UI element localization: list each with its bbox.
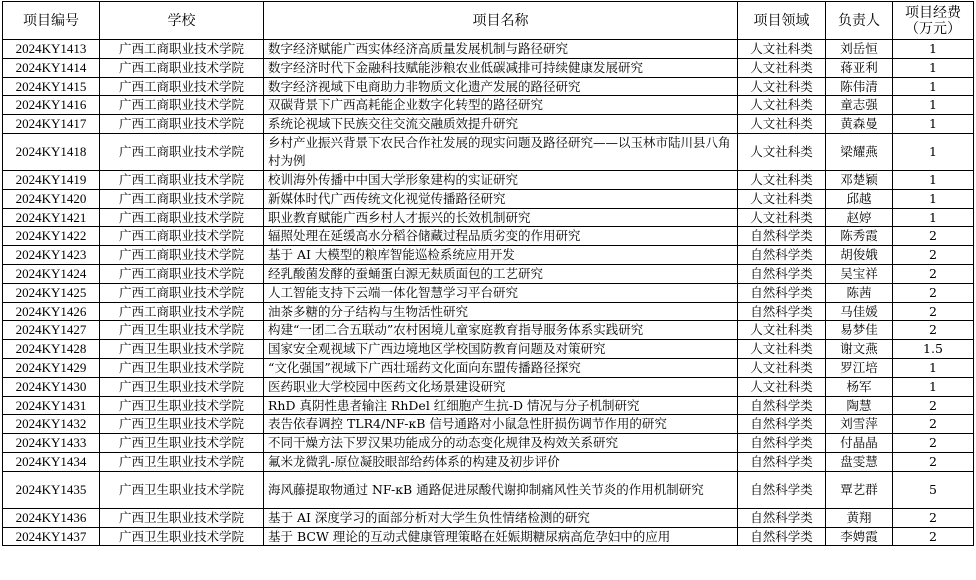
cell-project-name: RhD 真阴性患者输注 RhDel 红细胞产生抗-D 情况与分子机制研究 [264, 396, 738, 415]
cell-project-name: “文化强国”视域下广西壮瑶药文化面向东盟传播路径探究 [264, 358, 738, 377]
cell-field: 自然科学类 [738, 415, 826, 434]
cell-school: 广西卫生职业技术学院 [100, 527, 264, 546]
cell-leader: 赵婷 [826, 208, 893, 227]
cell-school: 广西工商职业技术学院 [100, 246, 264, 265]
table-row [3, 227, 974, 246]
cell-code: 2024KY1430 [3, 377, 100, 396]
cell-school: 广西卫生职业技术学院 [100, 471, 264, 508]
header-school: 学校 [100, 2, 264, 40]
cell-school: 广西工商职业技术学院 [100, 58, 264, 77]
cell-leader: 罗江培 [826, 358, 893, 377]
cell-project-name: 氟米龙微乳-原位凝胶眼部给药体系的构建及初步评价 [264, 452, 738, 471]
cell-leader: 黄森曼 [826, 115, 893, 134]
cell-project-name: 国家安全观视域下广西边境地区学校国防教育问题及对策研究 [264, 340, 738, 359]
cell-funding: 2 [893, 452, 974, 471]
cell-school: 广西工商职业技术学院 [100, 302, 264, 321]
cell-school: 广西工商职业技术学院 [100, 189, 264, 208]
header-field: 项目领域 [738, 2, 826, 40]
cell-code: 2024KY1431 [3, 396, 100, 415]
cell-school: 广西工商职业技术学院 [100, 40, 264, 59]
cell-project-name: 双碳背景下广西高耗能企业数字化转型的路径研究 [264, 96, 738, 115]
cell-code: 2024KY1421 [3, 208, 100, 227]
cell-field: 自然科学类 [738, 264, 826, 283]
cell-leader: 胡俊娥 [826, 246, 893, 265]
cell-field: 自然科学类 [738, 246, 826, 265]
cell-field: 自然科学类 [738, 396, 826, 415]
cell-school: 广西卫生职业技术学院 [100, 340, 264, 359]
cell-field: 人文社科类 [738, 77, 826, 96]
cell-code: 2024KY1418 [3, 133, 100, 170]
cell-code: 2024KY1427 [3, 321, 100, 340]
cell-code: 2024KY1425 [3, 283, 100, 302]
cell-project-name: 职业教育赋能广西乡村人才振兴的长效机制研究 [264, 208, 738, 227]
cell-funding: 1 [893, 96, 974, 115]
cell-project-name: 基于 AI 深度学习的面部分析对大学生负性情绪检测的研究 [264, 508, 738, 527]
cell-field: 自然科学类 [738, 227, 826, 246]
cell-funding: 2 [893, 508, 974, 527]
cell-funding: 2 [893, 434, 974, 453]
cell-leader: 童志强 [826, 96, 893, 115]
cell-leader: 陶慧 [826, 396, 893, 415]
cell-funding: 2 [893, 264, 974, 283]
table-row [3, 40, 974, 59]
cell-leader: 刘岳恒 [826, 40, 893, 59]
cell-funding: 2 [893, 302, 974, 321]
cell-project-name: 数字经济视域下电商助力非物质文化遗产发展的路径研究 [264, 77, 738, 96]
cell-school: 广西工商职业技术学院 [100, 115, 264, 134]
table-row [3, 246, 974, 265]
cell-field: 自然科学类 [738, 434, 826, 453]
table-row [3, 377, 974, 396]
cell-project-name: 数字经济赋能广西实体经济高质量发展机制与路径研究 [264, 40, 738, 59]
cell-school: 广西工商职业技术学院 [100, 170, 264, 189]
cell-leader: 李娉霞 [826, 527, 893, 546]
table-row [3, 77, 974, 96]
cell-field: 人文社科类 [738, 340, 826, 359]
cell-field: 人文社科类 [738, 40, 826, 59]
cell-project-name: 新媒体时代广西传统文化视觉传播路径研究 [264, 189, 738, 208]
cell-field: 自然科学类 [738, 302, 826, 321]
cell-funding: 2 [893, 321, 974, 340]
cell-funding: 2 [893, 283, 974, 302]
cell-project-name: 经乳酸菌发酵的蚕蛹蛋白源无麸质面包的工艺研究 [264, 264, 738, 283]
cell-funding: 1 [893, 170, 974, 189]
cell-code: 2024KY1416 [3, 96, 100, 115]
cell-leader: 邱越 [826, 189, 893, 208]
cell-funding: 1 [893, 377, 974, 396]
cell-leader: 邓楚颖 [826, 170, 893, 189]
table-row [3, 96, 974, 115]
cell-leader: 谢文燕 [826, 340, 893, 359]
cell-leader: 马佳媛 [826, 302, 893, 321]
table-row [3, 452, 974, 471]
cell-leader: 付晶晶 [826, 434, 893, 453]
cell-field: 自然科学类 [738, 527, 826, 546]
cell-field: 自然科学类 [738, 508, 826, 527]
cell-funding: 2 [893, 246, 974, 265]
table-row [3, 508, 974, 527]
cell-project-name: 人工智能支持下云端一体化智慧学习平台研究 [264, 283, 738, 302]
cell-leader: 陈伟清 [826, 77, 893, 96]
cell-field: 自然科学类 [738, 471, 826, 508]
cell-project-name: 油茶多糖的分子结构与生物活性研究 [264, 302, 738, 321]
table-row [3, 133, 974, 170]
table-row [3, 189, 974, 208]
cell-school: 广西工商职业技术学院 [100, 264, 264, 283]
cell-field: 人文社科类 [738, 377, 826, 396]
cell-field: 人文社科类 [738, 358, 826, 377]
cell-school: 广西工商职业技术学院 [100, 208, 264, 227]
cell-code: 2024KY1423 [3, 246, 100, 265]
cell-code: 2024KY1413 [3, 40, 100, 59]
cell-funding: 2 [893, 396, 974, 415]
cell-project-name: 表告依春调控 TLR4/NF-κB 信号通路对小鼠急性肝损伤调节作用的研究 [264, 415, 738, 434]
cell-field: 人文社科类 [738, 321, 826, 340]
cell-code: 2024KY1420 [3, 189, 100, 208]
cell-leader: 刘雪萍 [826, 415, 893, 434]
cell-project-name: 辐照处理在延缓高水分稻谷储藏过程品质劣变的作用研究 [264, 227, 738, 246]
cell-code: 2024KY1437 [3, 527, 100, 546]
cell-funding: 1 [893, 189, 974, 208]
cell-leader: 杨军 [826, 377, 893, 396]
cell-code: 2024KY1433 [3, 434, 100, 453]
header-code: 项目编号 [3, 2, 100, 40]
cell-funding: 2 [893, 415, 974, 434]
table-row [3, 170, 974, 189]
cell-leader: 陈秀霞 [826, 227, 893, 246]
cell-code: 2024KY1424 [3, 264, 100, 283]
table-row [3, 434, 974, 453]
cell-code: 2024KY1436 [3, 508, 100, 527]
cell-funding: 1 [893, 40, 974, 59]
table-row [3, 208, 974, 227]
cell-project-name: 基于 BCW 理论的互动式健康管理策略在妊娠期糖尿病高危孕妇中的应用 [264, 527, 738, 546]
cell-code: 2024KY1426 [3, 302, 100, 321]
table-row [3, 340, 974, 359]
cell-school: 广西卫生职业技术学院 [100, 358, 264, 377]
table-row [3, 471, 974, 508]
cell-leader: 蒋亚利 [826, 58, 893, 77]
cell-field: 人文社科类 [738, 208, 826, 227]
cell-code: 2024KY1434 [3, 452, 100, 471]
cell-field: 人文社科类 [738, 170, 826, 189]
cell-project-name: 系统论视域下民族交往交流交融质效提升研究 [264, 115, 738, 134]
cell-funding: 1 [893, 358, 974, 377]
cell-funding: 1 [893, 115, 974, 134]
cell-field: 人文社科类 [738, 133, 826, 170]
cell-project-name: 不同干燥方法下罗汉果功能成分的动态变化规律及构效关系研究 [264, 434, 738, 453]
cell-funding: 5 [893, 471, 974, 508]
cell-field: 人文社科类 [738, 96, 826, 115]
cell-project-name: 乡村产业振兴背景下农民合作社发展的现实问题及路径研究——以玉林市陆川县八角村为例 [264, 133, 738, 170]
cell-field: 人文社科类 [738, 58, 826, 77]
table-row [3, 358, 974, 377]
cell-field: 自然科学类 [738, 452, 826, 471]
cell-project-name: 数字经济时代下金融科技赋能涉粮农业低碳减排可持续健康发展研究 [264, 58, 738, 77]
cell-leader: 黄翔 [826, 508, 893, 527]
cell-school: 广西工商职业技术学院 [100, 283, 264, 302]
header-funding: 项目经费 （万元） [893, 2, 974, 40]
cell-funding: 1.5 [893, 340, 974, 359]
cell-code: 2024KY1432 [3, 415, 100, 434]
cell-field: 人文社科类 [738, 189, 826, 208]
cell-leader: 吴宝祥 [826, 264, 893, 283]
cell-funding: 2 [893, 227, 974, 246]
cell-project-name: 校训海外传播中中国大学形象建构的实证研究 [264, 170, 738, 189]
cell-school: 广西卫生职业技术学院 [100, 415, 264, 434]
table-row [3, 415, 974, 434]
cell-school: 广西卫生职业技术学院 [100, 508, 264, 527]
cell-code: 2024KY1417 [3, 115, 100, 134]
cell-school: 广西工商职业技术学院 [100, 227, 264, 246]
cell-leader: 陈茜 [826, 283, 893, 302]
header-leader: 负责人 [826, 2, 893, 40]
project-table [2, 1, 974, 546]
cell-code: 2024KY1414 [3, 58, 100, 77]
table-row [3, 396, 974, 415]
cell-code: 2024KY1428 [3, 340, 100, 359]
cell-project-name: 构建“一团二合五联动”农村困境儿童家庭教育指导服务体系实践研究 [264, 321, 738, 340]
cell-leader: 易梦佳 [826, 321, 893, 340]
cell-field: 自然科学类 [738, 283, 826, 302]
table-row [3, 58, 974, 77]
cell-school: 广西工商职业技术学院 [100, 77, 264, 96]
cell-funding: 1 [893, 58, 974, 77]
cell-school: 广西卫生职业技术学院 [100, 321, 264, 340]
cell-code: 2024KY1419 [3, 170, 100, 189]
cell-funding: 1 [893, 133, 974, 170]
cell-school: 广西工商职业技术学院 [100, 133, 264, 170]
cell-project-name: 海风藤提取物通过 NF-κB 通路促进尿酸代谢抑制痛风性关节炎的作用机制研究 [264, 471, 738, 508]
cell-school: 广西卫生职业技术学院 [100, 377, 264, 396]
cell-leader: 梁耀燕 [826, 133, 893, 170]
cell-code: 2024KY1422 [3, 227, 100, 246]
cell-code: 2024KY1435 [3, 471, 100, 508]
cell-funding: 1 [893, 208, 974, 227]
cell-funding: 1 [893, 77, 974, 96]
table-row [3, 115, 974, 134]
table-row [3, 283, 974, 302]
table-row [3, 302, 974, 321]
table-row [3, 264, 974, 283]
cell-leader: 覃艺群 [826, 471, 893, 508]
cell-school: 广西工商职业技术学院 [100, 96, 264, 115]
header-row [3, 2, 974, 40]
cell-school: 广西卫生职业技术学院 [100, 452, 264, 471]
table-row [3, 527, 974, 546]
table-row [3, 321, 974, 340]
header-name: 项目名称 [264, 2, 738, 40]
cell-project-name: 医药职业大学校园中医药文化场景建设研究 [264, 377, 738, 396]
cell-school: 广西卫生职业技术学院 [100, 434, 264, 453]
cell-funding: 2 [893, 527, 974, 546]
cell-field: 人文社科类 [738, 115, 826, 134]
cell-code: 2024KY1415 [3, 77, 100, 96]
cell-school: 广西卫生职业技术学院 [100, 396, 264, 415]
cell-leader: 盘雯慧 [826, 452, 893, 471]
cell-code: 2024KY1429 [3, 358, 100, 377]
cell-project-name: 基于 AI 大模型的粮库智能巡检系统应用开发 [264, 246, 738, 265]
